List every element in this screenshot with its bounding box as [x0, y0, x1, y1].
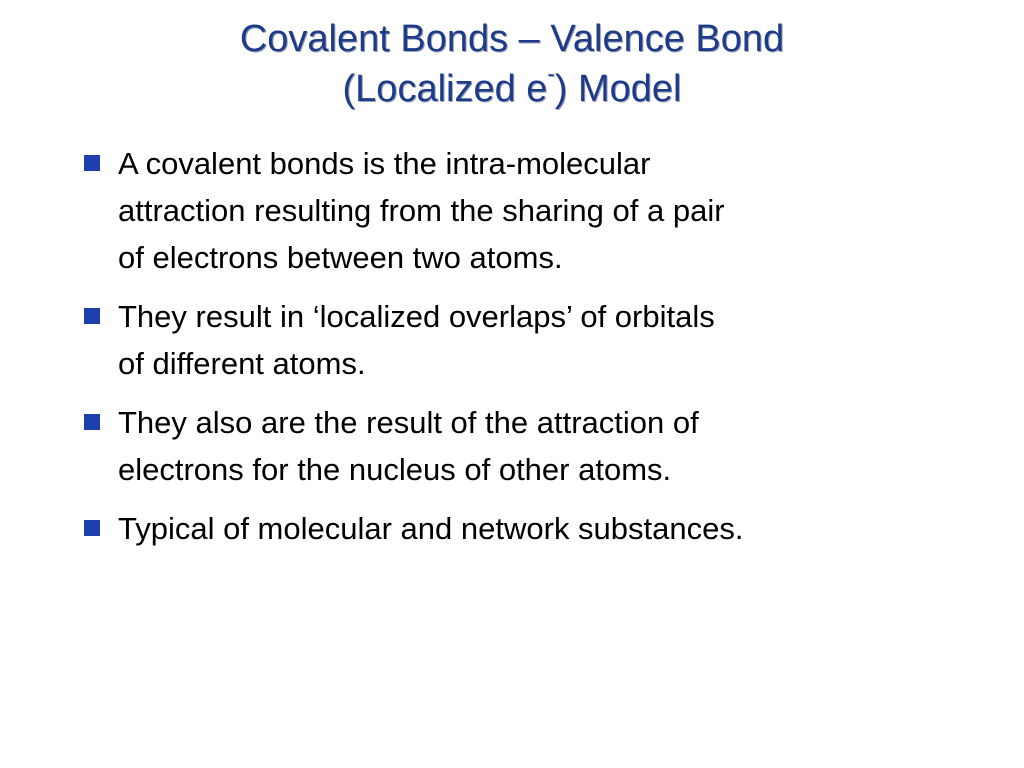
square-bullet-icon: [84, 308, 100, 324]
bullet-item: [84, 505, 944, 552]
bullet-text-line: Typical of molecular and network substances.: [118, 511, 744, 546]
square-bullet-icon: [84, 414, 100, 430]
bullet-text-line: They also are the result of the attraction of: [118, 405, 699, 440]
title-line-1: Covalent Bonds – Valence Bond: [239, 18, 785, 60]
bullet-text-line: of electrons between two atoms.: [118, 240, 563, 275]
bullet-text-line: They result in ‘localized overlaps’ of orbitals: [118, 299, 715, 334]
bullet-list: [84, 140, 944, 564]
bullet-text-line: of different atoms.: [118, 346, 366, 381]
title-line-2: [0, 61, 1024, 114]
title-superscript: -: [547, 61, 555, 87]
title-line-2-suffix: ) Model: [554, 68, 682, 110]
bullet-text-line: electrons for the nucleus of other atoms.: [118, 452, 672, 487]
bullet-text-line: attraction resulting from the sharing of a pair: [118, 193, 725, 228]
bullet-item: [84, 140, 944, 281]
title-line-2-prefix: (Localized e: [342, 68, 548, 110]
bullet-item: [84, 399, 944, 493]
bullet-text-line: A covalent bonds is the intra-molecular: [118, 146, 651, 181]
square-bullet-icon: [84, 155, 100, 171]
slide-title: [0, 14, 1024, 114]
bullet-item: [84, 293, 944, 387]
square-bullet-icon: [84, 520, 100, 536]
